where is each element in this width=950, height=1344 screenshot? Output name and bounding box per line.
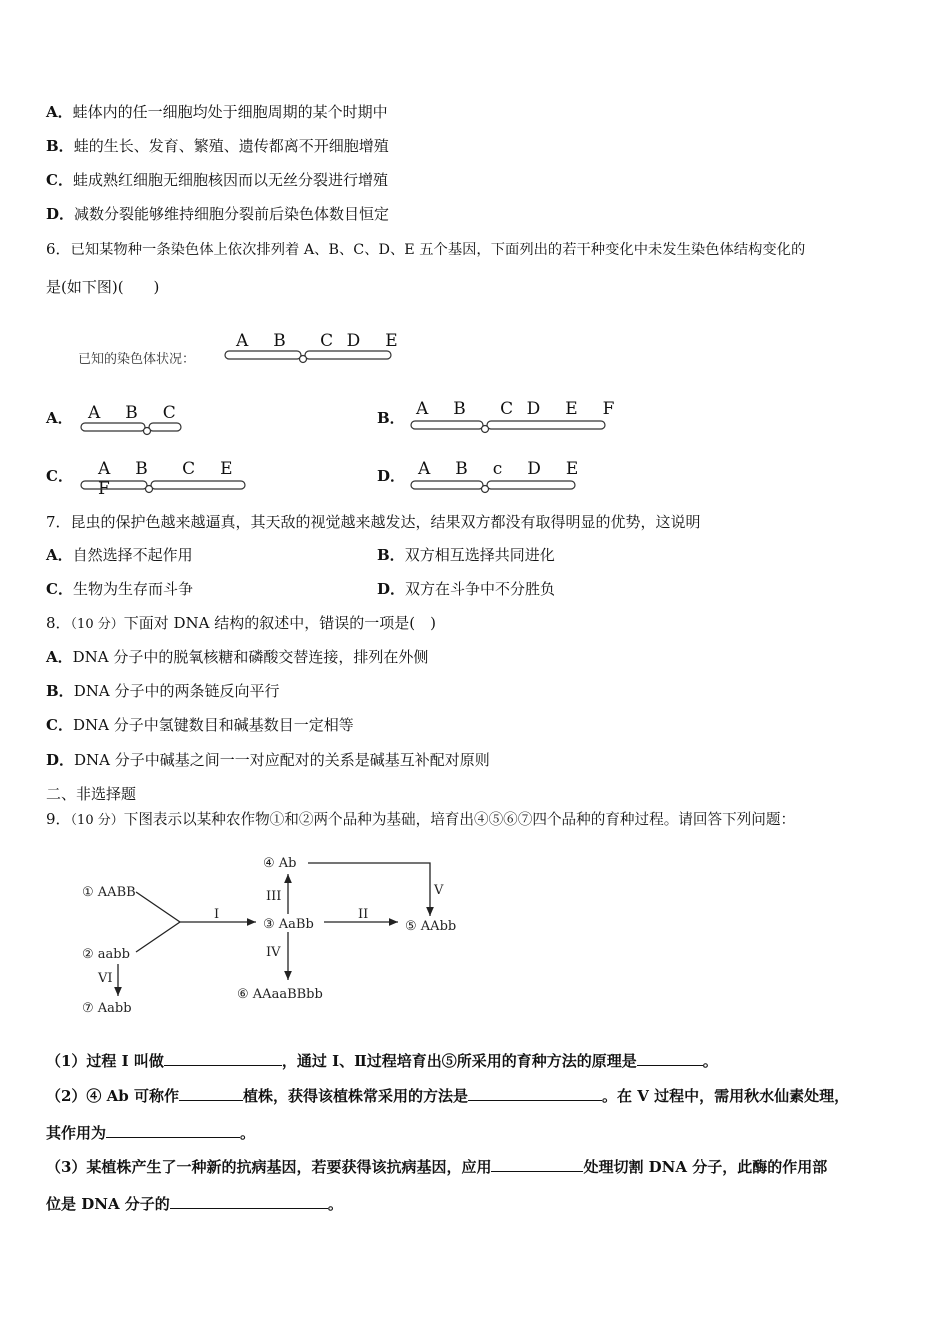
q8-option-a — [46, 647, 428, 667]
q5-option-b — [46, 136, 389, 156]
option-letter: B． — [46, 137, 74, 155]
option-text: 双方在斗争中不分胜负 — [405, 580, 556, 598]
question-number: 8． — [46, 614, 71, 632]
question-number: 9． — [46, 810, 71, 828]
breeding-process-diagram — [70, 846, 490, 1026]
q6-stem-line1 — [46, 239, 805, 260]
q7-option-d — [377, 579, 555, 599]
q6-option-b-letter — [377, 408, 405, 428]
option-text: 双方相互选择共同进化 — [404, 546, 555, 564]
answer-blank[interactable] — [170, 1194, 328, 1209]
option-letter: C． — [46, 716, 73, 734]
node-5-aabb: ⑤ AAbb — [405, 919, 457, 934]
question-stem: 下图表示以某种农作物①和②两个品种为基础，培育出④⑤⑥⑦四个品种的育种过程。请回答下列问题： — [123, 811, 796, 828]
arrow-process-5 — [308, 863, 430, 916]
sub3-text-b: 处理切割 DNA 分子，此酶的作用部 — [583, 1158, 828, 1176]
option-letter: B． — [46, 682, 74, 700]
sub2-text-e: 。 — [240, 1124, 256, 1142]
node-6-aaaabbbb: ⑥ AAaaBBbb — [237, 987, 323, 1002]
q6-option-a-letter — [46, 408, 73, 428]
sub2-text-c: 。在 V 过程中，需用秋水仙素处理， — [602, 1087, 850, 1105]
answer-blank[interactable] — [164, 1051, 282, 1066]
option-letter: C． — [46, 171, 73, 189]
question-score: （10 分） — [70, 813, 124, 828]
option-letter: D． — [46, 751, 75, 769]
gene-labels: A B C D E F — [416, 399, 619, 419]
known-chromosome-label: 已知的染色体状况： — [78, 352, 196, 367]
option-text: DNA 分子中的两条链反向平行 — [73, 682, 280, 700]
sub2-text-b: 植株，获得该植株常采用的方法是 — [243, 1087, 469, 1105]
merge-line-lower — [136, 922, 180, 952]
question-score: （10 分） — [70, 617, 124, 632]
option-letter: A． — [46, 546, 73, 564]
question-stem: 下面对 DNA 结构的叙述中，错误的一项是( ) — [123, 614, 436, 632]
gene-labels: A B C E F — [98, 459, 258, 499]
node-4-ab: ④ Ab — [263, 856, 297, 871]
node-1-aabb: ① AABB — [82, 885, 136, 900]
process-label-4: IV — [266, 945, 281, 960]
known-gene-labels: A B C D E — [236, 331, 402, 351]
sub3-text-c: 位是 DNA 分子的 — [46, 1195, 170, 1213]
q5-option-a — [46, 102, 388, 122]
section-heading: 二、非选择题 — [46, 785, 137, 803]
known-chromosome-diagram — [224, 348, 394, 364]
question-stem: 已知某物种一条染色体上依次排列着 A、B、C、D、E 五个基因，下面列出的若干种变化中未发生染色体结构变化的 — [70, 242, 806, 258]
option-letter: C． — [46, 467, 73, 485]
q6-option-d-chromosome — [410, 454, 590, 494]
q9-sub2-cont — [46, 1123, 255, 1143]
option-text: 蛙体内的任一细胞均处于细胞周期的某个时期中 — [72, 103, 388, 121]
q9-sub3-cont — [46, 1194, 343, 1214]
option-text: DNA 分子中碱基之间一一对应配对的关系是碱基互补配对原则 — [74, 751, 490, 769]
q6-stem-line2 — [46, 277, 159, 297]
process-label-5: V — [434, 883, 444, 898]
process-label-3: III — [266, 889, 282, 904]
gene-labels: A B c D E — [418, 459, 583, 479]
process-label-1: I — [214, 907, 220, 922]
node-3-aabb: ③ AaBb — [263, 917, 314, 932]
option-letter: A． — [46, 103, 73, 121]
sub1-text-b: ，通过 I、Ⅱ过程培育出⑤所采用的育种方法的原理是 — [281, 1052, 637, 1070]
option-letter: C． — [46, 580, 73, 598]
option-text: 生物为生存而斗争 — [72, 580, 193, 598]
answer-blank[interactable] — [637, 1051, 703, 1066]
merge-line-upper — [136, 892, 180, 922]
process-label-6: VI — [98, 971, 113, 986]
option-text: 蛙的生长、发育、繁殖、遗传都离不开细胞增殖 — [73, 137, 389, 155]
answer-blank[interactable] — [106, 1123, 240, 1138]
q7-option-b — [377, 545, 555, 565]
question-number: 6． — [46, 240, 71, 258]
answer-blank[interactable] — [179, 1086, 243, 1101]
process-label-2: II — [358, 907, 369, 922]
q6-option-c-chromosome — [80, 454, 260, 499]
q6-option-a-chromosome — [80, 398, 190, 438]
q6-option-d-letter — [377, 466, 405, 486]
sub3-text-d: 。 — [327, 1195, 343, 1213]
option-letter: B． — [377, 546, 405, 564]
option-text: DNA 分子中的脱氧核糖和磷酸交替连接，排列在外侧 — [72, 648, 429, 666]
option-text: DNA 分子中氢键数目和碱基数目一定相等 — [72, 716, 354, 734]
q7-option-a — [46, 545, 193, 565]
chromosome-diagram — [410, 418, 610, 434]
q6-option-c-letter — [46, 466, 73, 486]
sub1-text-c: 。 — [702, 1052, 718, 1070]
question-stem-cont: 是(如下图)( ) — [46, 278, 160, 296]
option-text: 减数分裂能够维持细胞分裂前后染色体数目恒定 — [74, 205, 390, 223]
option-text: 蛙成熟红细胞无细胞核因而以无丝分裂进行增殖 — [72, 171, 388, 189]
option-letter: D． — [377, 580, 406, 598]
q8-option-c — [46, 715, 354, 735]
q7-stem — [46, 512, 701, 532]
sub1-text-a: （1）过程 I 叫做 — [46, 1052, 164, 1070]
option-letter: B． — [377, 409, 405, 427]
chromosome-diagram — [80, 478, 250, 494]
chromosome-diagram — [80, 420, 184, 436]
q5-option-d — [46, 204, 389, 224]
option-letter: A． — [46, 409, 73, 427]
question-number: 7． — [46, 513, 71, 531]
q8-stem — [46, 613, 436, 635]
answer-blank[interactable] — [468, 1086, 602, 1101]
option-letter: D． — [46, 205, 75, 223]
sub2-text-a: （2）④ Ab 可称作 — [46, 1087, 180, 1105]
node-7-aabb: ⑦ Aabb — [82, 1001, 132, 1016]
q9-stem — [46, 809, 795, 831]
q7-option-c — [46, 579, 193, 599]
q9-sub2 — [46, 1086, 849, 1106]
sub3-text-a: （3）某植株产生了一种新的抗病基因，若要获得该抗病基因，应用 — [46, 1158, 492, 1176]
known-chromosome-figure — [78, 326, 408, 366]
q9-sub3 — [46, 1157, 827, 1177]
option-letter: A． — [46, 648, 73, 666]
option-text: 自然选择不起作用 — [72, 546, 193, 564]
question-stem: 昆虫的保护色越来越逼真，其天敌的视觉越来越发达，结果双方都没有取得明显的优势，这说明 — [70, 513, 701, 531]
q6-option-b-chromosome — [410, 394, 620, 434]
chromosome-diagram — [410, 478, 580, 494]
q5-option-c — [46, 170, 388, 190]
answer-blank[interactable] — [491, 1157, 583, 1172]
option-letter: D． — [377, 467, 406, 485]
node-2-aabb: ② aabb — [82, 947, 130, 962]
gene-labels: A B C — [88, 403, 180, 423]
sub2-text-d: 其作用为 — [46, 1124, 107, 1142]
q8-option-d — [46, 750, 490, 770]
q8-option-b — [46, 681, 279, 701]
q9-sub1 — [46, 1051, 718, 1071]
